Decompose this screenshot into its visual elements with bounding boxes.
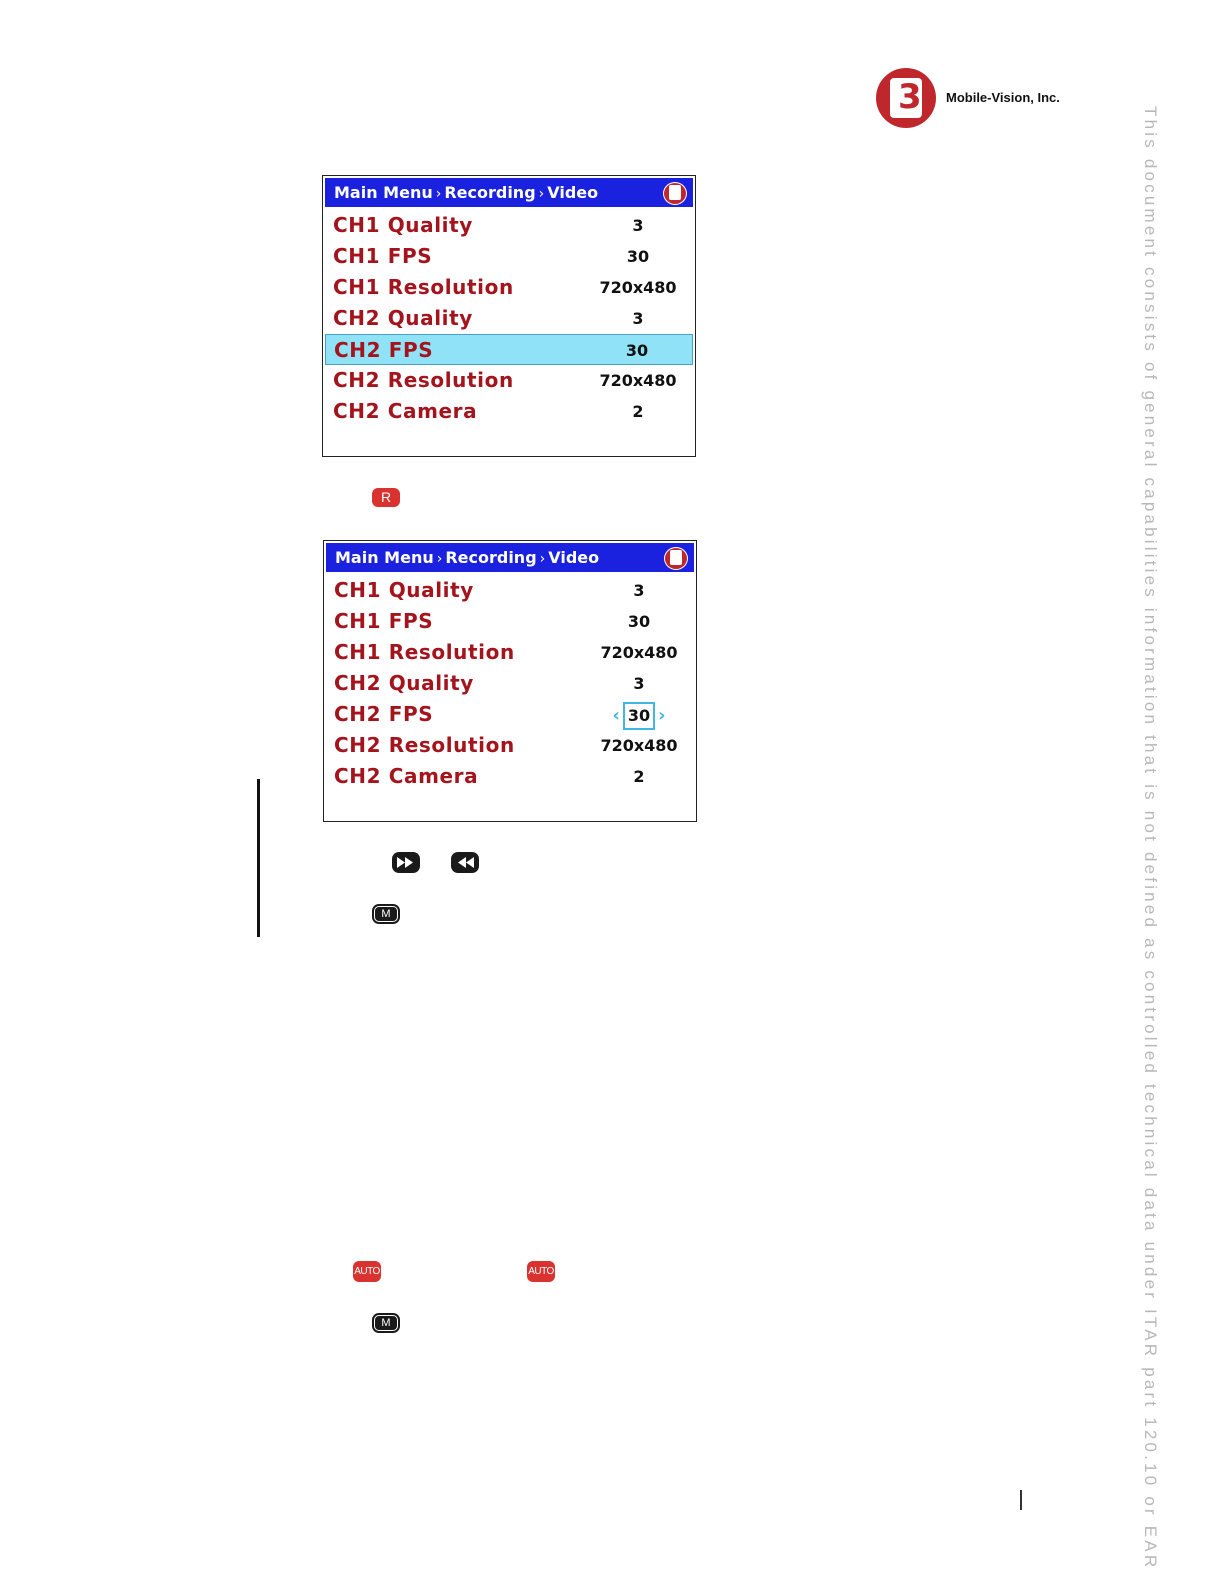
menu-row-ch1-resolution[interactable] (325, 272, 693, 303)
row-value: 720x480 (599, 278, 677, 297)
row-label: CH1 FPS (333, 244, 433, 268)
fast-forward-icon (392, 852, 420, 873)
row-label: CH2 Camera (333, 399, 478, 423)
menu-row-ch2-camera[interactable] (326, 761, 694, 792)
menu-row-ch2-fps-editing[interactable] (326, 699, 694, 730)
breadcrumb-main-menu: Main Menu (335, 548, 434, 567)
menu-row-ch2-camera[interactable] (325, 396, 693, 427)
menu-row-ch2-resolution[interactable] (325, 365, 693, 396)
row-value: 720x480 (600, 643, 678, 662)
change-bar (257, 779, 260, 937)
menu-row-ch1-resolution[interactable] (326, 637, 694, 668)
breadcrumb-video: Video (547, 183, 599, 202)
row-value: 3 (632, 309, 644, 328)
row-label: CH2 Camera (334, 764, 479, 788)
row-label: CH1 Quality (333, 213, 473, 237)
menu-button-icon: M (372, 1313, 400, 1333)
row-label: CH2 Resolution (334, 733, 515, 757)
record-button-icon: R (372, 488, 400, 507)
row-value: 30 (625, 341, 649, 360)
breadcrumb (326, 543, 694, 572)
menu-row-ch1-quality[interactable] (325, 210, 693, 241)
l3-logo-icon: 3 (876, 68, 936, 128)
value-edit-box[interactable]: 30 (623, 702, 655, 730)
breadcrumb-video: Video (548, 548, 600, 567)
breadcrumb-recording: Recording (445, 548, 537, 567)
menu-row-ch2-quality[interactable] (325, 303, 693, 334)
row-label: CH2 Quality (334, 671, 474, 695)
menu-button-icon: M (372, 904, 400, 924)
chevron-left-icon[interactable]: ‹ (612, 705, 620, 726)
l3-logo-icon (664, 547, 688, 570)
menu-row-ch1-quality[interactable] (326, 575, 694, 606)
menu-row-ch1-fps[interactable] (326, 606, 694, 637)
row-value: 3 (633, 674, 645, 693)
settings-list (326, 575, 694, 792)
row-value: 2 (632, 402, 644, 421)
auto-button-icon: AUTO (353, 1261, 381, 1282)
export-control-notice: This document consists of general capabilities information that is not defined as controlled technical data under ITAR part 120.10 or EAR (1141, 106, 1160, 1571)
chevron-right-icon: › (436, 551, 443, 567)
menu-row-ch2-quality[interactable] (326, 668, 694, 699)
video-menu-screen-editing (323, 540, 697, 822)
row-label: CH1 Resolution (333, 275, 514, 299)
row-label: CH2 FPS (334, 702, 434, 726)
breadcrumb-recording: Recording (444, 183, 536, 202)
row-label: CH2 Quality (333, 306, 473, 330)
chevron-right-icon: › (538, 186, 545, 202)
row-label: CH1 Resolution (334, 640, 515, 664)
company-logo (876, 68, 1076, 130)
company-name: Mobile-Vision, Inc. (946, 90, 1060, 105)
video-menu-screen-selected (322, 175, 696, 457)
l3-logo-icon (663, 182, 687, 205)
breadcrumb (325, 178, 693, 207)
settings-list (325, 210, 693, 427)
rewind-icon (451, 852, 479, 873)
row-label: CH2 FPS (334, 338, 434, 362)
breadcrumb-main-menu: Main Menu (334, 183, 433, 202)
row-value: 30 (627, 612, 651, 631)
chevron-right-icon: › (539, 551, 546, 567)
chevron-right-icon: › (435, 186, 442, 202)
row-value: 720x480 (599, 371, 677, 390)
auto-button-icon: AUTO (527, 1261, 555, 1282)
row-value: 2 (633, 767, 645, 786)
menu-row-ch2-fps-selected[interactable] (325, 334, 693, 365)
row-value: 3 (633, 581, 645, 600)
menu-row-ch1-fps[interactable] (325, 241, 693, 272)
value-spinner[interactable] (594, 699, 684, 730)
row-label: CH1 FPS (334, 609, 434, 633)
row-label: CH2 Resolution (333, 368, 514, 392)
row-value: 720x480 (600, 736, 678, 755)
footer-divider (1020, 1490, 1022, 1510)
row-label: CH1 Quality (334, 578, 474, 602)
row-value: 30 (626, 247, 650, 266)
menu-row-ch2-resolution[interactable] (326, 730, 694, 761)
row-value: 3 (632, 216, 644, 235)
chevron-right-icon[interactable]: › (658, 705, 666, 726)
